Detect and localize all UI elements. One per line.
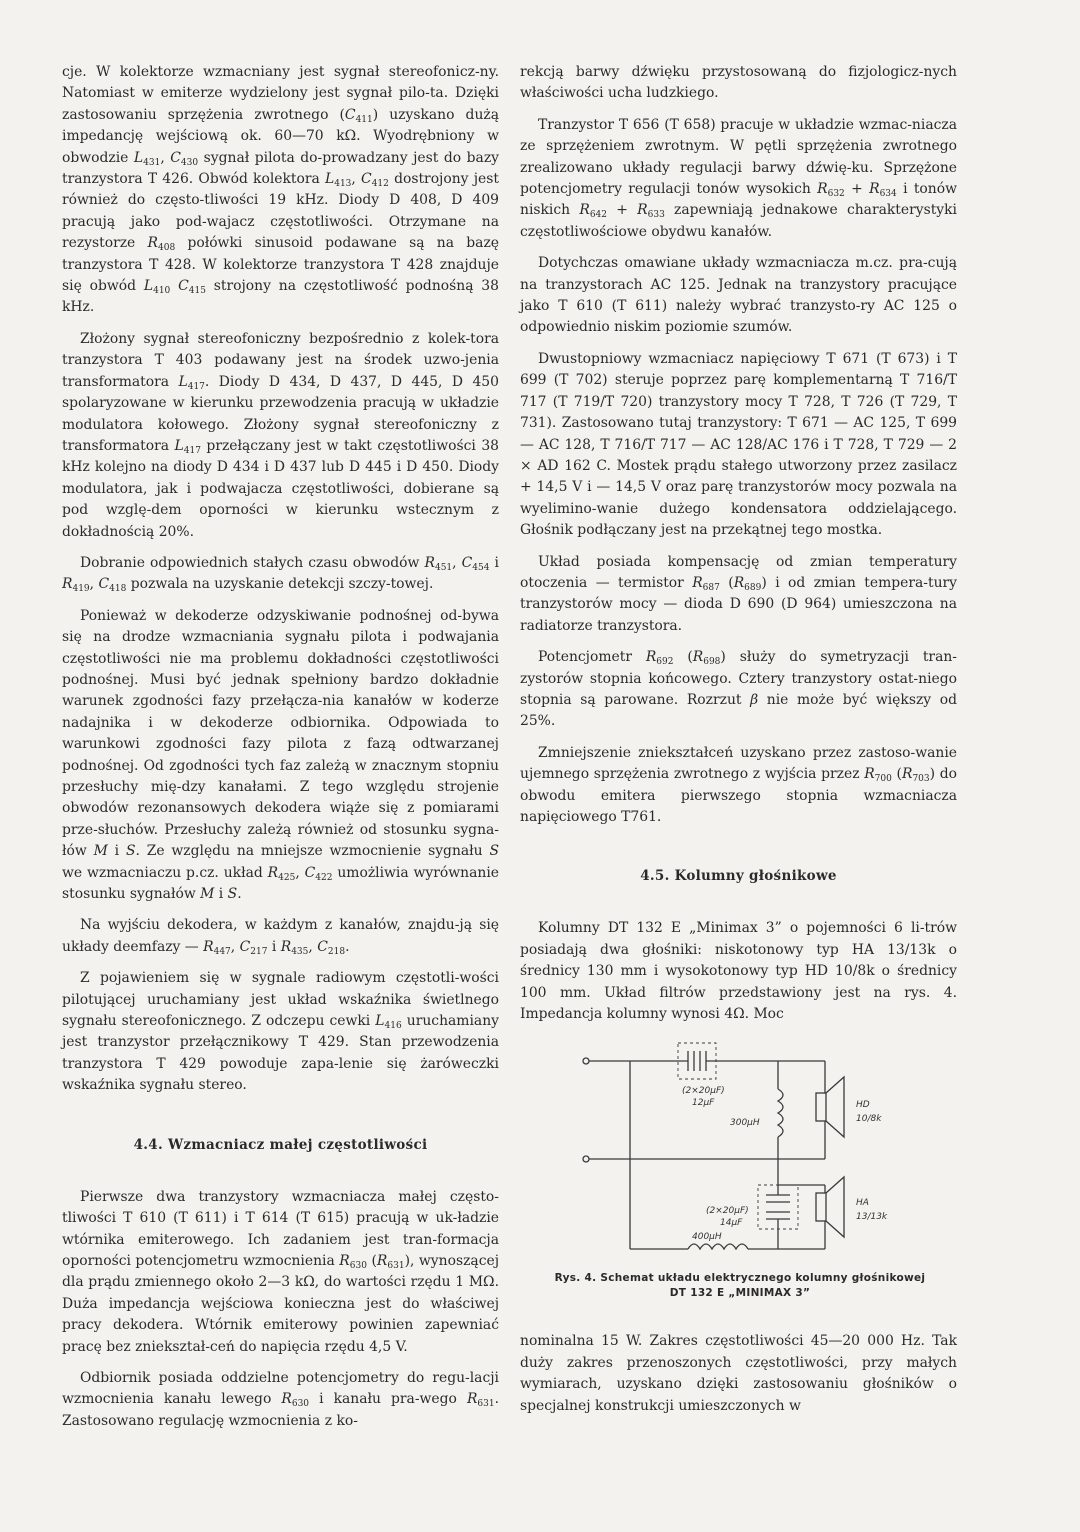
text-run: sygnał pilota do-prowadzany jest do bazy tranzystora T 426. Obwód kolektora [62,149,499,188]
subscript: 631 [387,1260,405,1271]
text-run: , [89,576,99,593]
label-cap-bot-b: 14μF [720,1218,743,1229]
symbol: R [376,1252,388,1269]
subscript: 430 [180,157,199,168]
symbol: L [133,149,144,166]
label-spk-hd-a: HD [856,1100,870,1111]
subscript: 454 [472,562,490,573]
subscript: 435 [291,946,309,957]
text-run: nominalna 15 W. Zakres częstotliwości 45—20 000 Hz. Tak duży zakres przenoszonych częstotliwości, przy małych wymiarach, uzyskano dzięki zastosowaniu głośników o specjalnej konstrukcji umieszczonych w [520,1333,957,1414]
text-run: . Diody D 434, D 437, D 445, D 450 spolaryzowane w kierunku przewodzenia pracują w układzie modulatora kołowego. Złożony sygnał stereofoniczny z transformatora [62,373,499,454]
terminal-bottom [583,1156,589,1162]
text-run: ) do obwodu emitera pierwszego stopnia wzmacniacza napięciowego T761. [520,766,957,825]
text-run: Ponieważ w dekoderze odzyskiwanie podnośnej od-bywa się na drodze wzmacniania sygnału pilota i podwajania częstotliwości nie ma problemu dokładności częstotliwości podnośnej. Musi być jednak spełniony bardzo dokładnie warunek zgodności fazy przełącza-nia kanałów w koderze nadajnika i w dekoderze odbiornika. Odpowiada to warunkowi zgodności fazy pilota z fazą odtwarzanej podnośnej. Od zgodności tych faz zależą w znacznym stopniu przesłuchy mię-dzy kanałami. Z tego względu strojenie obwodów rezonansowych dekodera wiąże się z pomiarami prze-słuchów. Przesłuchy zależą również od stosunku sygna-łów [62,607,499,860]
italic-symbol: β [750,691,759,708]
subscript: 642 [589,210,608,221]
paragraph [62,62,499,319]
text-run: Kolumny DT 132 E „Minimax 3” o pojemności 6 li-trów posiadają dwa głośniki: niskotonowy typ HA 13/13k o średnicy 130 mm i wysokotonowy typ HD 10/8k o średnicy 100 mm. Układ filtrów przedstawiony jest na rys. 4. Impedancja kolumny wynosi 4Ω. Moc [520,920,957,1023]
section-heading-4-4: 4.4. Wzmacniacz małej częstotliwości [133,1136,428,1153]
italic-symbol: S [489,843,499,860]
paragraph [520,115,957,243]
text-run: + [607,202,638,219]
symbol: C [170,149,181,166]
paragraph [62,1368,499,1432]
text-run: ) uzyskano dużą impedancję wejściową ok. 60—70 kΩ. Wyodrębniony w obwodzie [62,106,499,166]
left-paragraphs-bottom [62,1187,499,1432]
text-run: ( [719,574,734,591]
label-cap-top-b: 12μF [692,1098,715,1109]
subscript: 703 [912,774,930,785]
inductor-300uh [778,1089,783,1137]
subscript: 411 [355,114,373,125]
symbol: R [281,1391,292,1408]
paragraph [520,918,957,1025]
subscript: 218 [327,946,346,957]
text-run: Dobranie odpowiednich stałych czasu obwodów [80,554,425,571]
text-run: ) i od zmian tempera-tury tranzystorów mocy — dioda D 690 (D 964) umieszczona na radiatorze tranzystora. [520,574,957,634]
symbol: C [344,106,356,123]
subscript: 417 [187,381,205,392]
paragraph [62,329,499,543]
paragraph [520,62,957,105]
symbol: L [325,171,335,188]
subscript: 687 [702,582,720,593]
subscript: 217 [250,946,268,957]
text-run: , [230,938,240,955]
right-column [520,62,957,1427]
subscript: 419 [72,584,90,595]
right-paragraphs-end [520,1331,957,1417]
symbol: C [178,278,189,295]
left-paragraphs-top [62,62,499,1097]
subscript: 431 [143,157,161,168]
text-run: przełączany jest w takt częstotliwości 38 kHz kolejno na diody D 434 i D 437 lub D 445 i D 450. Diody modulatora, jak i podwajacza częstotliwości, dobierane są pod wzglę-dem oporności w kierunku wstecznym z dokładnością 20%. [62,437,499,540]
symbol: R [203,938,214,955]
symbol: C [317,938,328,955]
subscript: 447 [213,946,231,957]
caption-line-1: Rys. 4. Schemat układu elektrycznego kolumny głośnikowej [554,1272,926,1285]
subscript: 633 [647,210,665,221]
text-run: pozwala na uzyskanie detekcji szczy-towej. [126,576,434,593]
subscript: 698 [703,657,721,668]
label-spk-ha-a: HA [856,1198,869,1209]
symbol: R [864,766,875,783]
subscript: 408 [158,243,176,254]
text-run: . [237,886,242,903]
figure-caption [520,1271,960,1301]
label-spk-hd-b: 10/8k [856,1114,882,1125]
label-spk-ha-b: 13/13k [856,1212,888,1223]
subscript: 689 [744,582,762,593]
terminal-top [583,1058,589,1064]
symbol: R [280,938,292,955]
text-run: umożliwia wyrównanie stosunku sygnałów [62,864,499,903]
symbol: R [869,181,880,198]
symbol: R [147,235,158,252]
symbol: R [579,202,590,219]
paragraph [520,552,957,638]
symbol: L [143,278,154,295]
text-run: Potencjometr [538,649,646,666]
text-run: strojony na częstotliwość podnośną 38 kHz. [62,278,499,316]
paragraph [62,553,499,596]
text-run: Układ posiada kompensację od zmian temperatury otoczenia — termistor [520,553,957,591]
text-run: , [308,938,318,955]
text-run: dostrojony jest również do często-tliwości 19 kHz. Diody D 408, D 409 pracują jako pod-wajacz częstotliwości. Otrzymane na rezystorze [62,171,499,252]
text-run: + [844,181,870,198]
subscript: 700 [874,774,892,785]
subscript: 630 [291,1399,310,1410]
text-run: i [489,554,499,571]
paragraph [520,647,957,733]
symbol: C [361,171,372,188]
italic-symbol: M [200,886,215,903]
text-run: zapewniają jednakowe charakterystyki częstotliwościowe obydwu kanałów. [520,202,957,240]
symbol: R [645,649,657,666]
inductor-400uh [688,1244,748,1249]
symbol: C [304,864,316,881]
text-run: . Ze względu na mniejsze wzmocnienie sygnału [135,843,490,860]
paragraph [62,606,499,906]
text-run: , [452,554,462,571]
subscript: 692 [656,657,674,668]
label-coil-bot: 400μH [692,1232,722,1243]
paragraph [62,915,499,958]
paragraph [520,253,957,339]
paragraph [520,743,957,829]
subscript: 412 [371,179,389,190]
symbol: C [461,554,473,571]
symbol: R [637,202,648,219]
left-column [62,62,499,1442]
text-run: Złożony sygnał stereofoniczny bezpośrednio z kolek-tora tranzystora T 403 podawany jest na środek uzwo-jenia transformatora [62,330,499,390]
speaker-hd-icon [816,1077,844,1137]
text-run: Zmniejszenie zniekształceń uzyskano przez zastoso-wanie ujemnego sprzężenia zwrotnego z wyjścia przez [520,744,957,783]
symbol: C [98,576,110,593]
text-run: ) służy do symetryzacji tran-zystorów stopnia końcowego. Cztery tranzystory ostat-niego stopnia są parowane. Rozrzut [520,649,957,708]
text-run: , [160,149,171,166]
subscript: 425 [278,872,296,883]
text-run: Dwustopniowy wzmacniacz napięciowy T 671 (T 673) i T 699 (T 702) steruje poprzez parę komplementarną T 716/T 717 (T 719/T 720) tranzystory mocy T 728, T 726 (T 729, T 731). Zastosowano tutaj tranzystory: T 671 — AC 125, T 699 — AC 128, T 716/T 717 — AC 128/AC 176 i T 728, T 729 — 2 × AD 162 C. Mostek prądu stałego utworzony przez zasilacz + 14,5 V i — 14,5 V oraz parę tranzystorów mocy pozwala na wyelimino-wanie dużego kondensatora oddzielającego. Głośnik podłączany jest na przekątnej tego mostka. [520,350,957,539]
symbol: R [733,574,745,591]
text-run: , [351,171,362,188]
paragraph [520,349,957,542]
right-paragraphs-top [520,62,957,828]
text-run: Odbiornik posiada oddzielne potencjometry do regu-lacji wzmocnienia kanału lewego [62,1369,499,1408]
subscript: 415 [188,286,206,297]
text-run: ), wynoszącej dla prądu zmiennego około 2—3 kΩ, do wartości rzędu 1 MΩ. Duża impedancja wejściowa konieczna jest do właściwej pracy dekodera. Wtórnik emiterowy powinien zapewniać pracę bez zniekształ-ceń do napięcia rzędu 4,5 V. [62,1252,499,1355]
subscript: 413 [334,179,352,190]
subscript: 422 [315,872,333,883]
crossover-schematic [520,1035,960,1267]
italic-symbol: M [93,843,108,860]
subscript: 630 [349,1260,367,1271]
text-run: ( [673,649,693,666]
symbol: R [267,864,279,881]
subscript: 451 [434,562,453,573]
text-run: ( [366,1252,377,1269]
caption-line-2: DT 132 E „MINIMAX 3” [669,1287,811,1300]
text-run: nie może być większy od 25%. [520,691,957,730]
text-run: . Zastosowano regulację wzmocnienia z ko- [62,1391,500,1429]
italic-symbol: S [227,886,238,903]
subscript: 417 [183,445,201,456]
speaker-circuit-figure [520,1035,960,1301]
paragraph [520,1331,957,1417]
symbol: R [817,181,828,198]
symbol: L [375,1013,385,1030]
symbol: R [466,1391,478,1408]
symbol: R [901,766,913,783]
text-run: Z pojawieniem się w sygnale radiowym częstotli-wości pilotującej uruchamiany jest układ wskaźnika świetlnego sygnału stereofonicznego. Z odczepu cewki [62,970,499,1030]
italic-symbol: S [125,843,136,860]
text-run: Pierwsze dwa tranzystory wzmacniacza małej często-tliwości T 610 (T 611) i T 614 (T 615) pracują w uk-ładzie wtórnika emiterowego. Ich zadaniem jest tran-formacja oporności potencjometru wzmocnienia [62,1188,499,1269]
subscript: 418 [109,584,127,595]
text-run: cje. W kolektorze wzmacniany jest sygnał stereofonicz-ny. Natomiast w emiterze wydzielony jest sygnał pilo-ta. Dzięki zastosowaniu sprzężenia zwrotnego ( [62,64,499,123]
text-run [170,278,178,294]
symbol: R [339,1252,350,1269]
subscript: 634 [879,189,897,200]
text-run: , [295,864,305,881]
speaker-ha-icon [816,1177,844,1237]
text-run: i [107,843,126,860]
text-run: i kanału pra-wego [309,1391,467,1408]
label-cap-bot-a: (2×20μF) [706,1206,749,1217]
subscript: 416 [384,1021,402,1032]
symbol: R [692,649,704,666]
text-run: i tonów niskich [520,181,957,219]
subscript: 632 [827,189,845,200]
subscript: 410 [153,286,171,297]
text-run: połówki sinusoid podawane są na bazę tranzystora T 428. W kolektorze tranzystora T 428 znajduje się obwód [62,235,499,295]
subscript: 631 [477,1399,495,1410]
text-run: uruchamiany jest tranzystor przełącznikowy T 429. Stan przewodzenia tranzystora T 429 powoduje zapa-lenie się żaróweczki wskaźnika sygnału stereo. [62,1013,499,1094]
symbol: R [62,576,73,593]
symbol: L [178,373,188,390]
text-run: i [267,938,281,955]
label-cap-top-a: (2×20μF) [682,1086,725,1097]
symbol: R [424,554,435,571]
text-run: . [345,938,350,955]
symbol: L [174,437,184,454]
symbol: R [692,574,703,591]
text-run: we wzmacniaczu p.cz. układ [62,864,268,881]
paragraph [62,968,499,1096]
paragraph [62,1187,499,1358]
text-run: rekcją barwy dźwięku przystosowaną do fizjologicz-nych właściwości ucha ludzkiego. [520,64,957,102]
text-run: Na wyjściu dekodera, w każdym z kanałów, znajdu-ją się układy deemfazy — [62,917,499,955]
text-run: Dotychczas omawiane układy wzmacniacza m.cz. pra-cują na tranzystorach AC 125. Jednak na tranzystory pracujące jako T 610 (T 611) należy wybrać tranzysto-ry AC 125 o odpowiednio niskim poziomie szumów. [520,255,957,336]
text-run: i [214,886,228,903]
label-coil-top: 300μH [730,1118,760,1129]
text-run: ( [891,766,902,783]
right-paragraphs-middle [520,918,957,1025]
symbol: C [239,938,251,955]
section-heading-4-5: 4.5. Kolumny głośnikowe [640,868,837,885]
text-run: Tranzystor T 656 (T 658) pracuje w układzie wzmac-niacza ze sprzężeniem zwrotnym. W pętli sprzężenia zwrotnego zrealizowano układy regulacji barwy dźwię-ku. Sprzężone potencjometry regulacji tonów wysokich [520,116,957,198]
